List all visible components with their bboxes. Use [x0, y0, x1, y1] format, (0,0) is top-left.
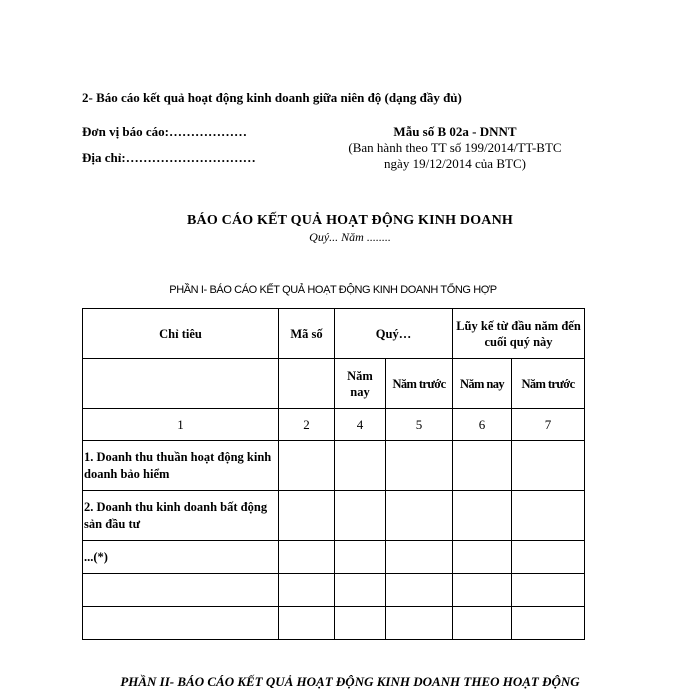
table-cell: [335, 491, 386, 541]
table-cell: [386, 541, 453, 574]
column-number-row: [83, 409, 585, 441]
report-title: BÁO CÁO KẾT QUẢ HOẠT ĐỘNG KINH DOANH: [187, 213, 513, 228]
header-this-year: Năm nay: [335, 359, 386, 409]
table-cell: [453, 574, 512, 607]
row-label: ...(*): [83, 541, 279, 574]
form-info: [330, 124, 580, 172]
table-row: [83, 607, 585, 640]
table-cell: [386, 491, 453, 541]
report-title-block: [100, 213, 600, 245]
table-cell: [453, 541, 512, 574]
column-number: 2: [279, 409, 335, 441]
table-cell: [279, 441, 335, 491]
section-heading: 2- Báo cáo kết quả hoạt động kinh doanh giữa niên độ (dạng đầy đủ): [82, 90, 462, 105]
part1-title: PHẦN I- BÁO CÁO KẾT QUẢ HOẠT ĐỘNG KINH DOANH TỔNG HỢP: [169, 284, 497, 296]
row-label: 2. Doanh thu kinh doanh bất động sản đầu tư: [83, 491, 279, 541]
table-cell: [386, 441, 453, 491]
row-label: [83, 574, 279, 607]
table-row: [83, 574, 585, 607]
header-last-year: Năm trước: [386, 359, 453, 409]
table-cell: [512, 574, 585, 607]
column-number: 5: [386, 409, 453, 441]
report-table: [82, 308, 585, 640]
form-issued-date: ngày 19/12/2014 của BTC): [384, 156, 526, 171]
header-cumulative: Lũy kế từ đầu năm đến cuối quý này: [453, 309, 585, 359]
part2-title: PHẦN II- BÁO CÁO KẾT QUẢ HOẠT ĐỘNG KINH DOANH THEO HOẠT ĐỘNG: [120, 674, 580, 689]
header-indicator: Chỉ tiêu: [83, 309, 279, 359]
column-number: 6: [453, 409, 512, 441]
table-row: [83, 441, 585, 491]
table-row: [83, 541, 585, 574]
header-cum-this-year: Năm nay: [453, 359, 512, 409]
table-cell: [335, 441, 386, 491]
form-issued-by: (Ban hành theo TT số 199/2014/TT-BTC: [348, 140, 562, 155]
table-header-row: [83, 309, 585, 359]
row-label: [83, 607, 279, 640]
table-cell: [512, 491, 585, 541]
table-subheader-row: [83, 359, 585, 409]
table-cell: [453, 441, 512, 491]
table-cell: [279, 607, 335, 640]
column-number: 1: [83, 409, 279, 441]
table-cell: [386, 574, 453, 607]
table-cell: [512, 441, 585, 491]
table-cell: [335, 541, 386, 574]
table-cell: [453, 491, 512, 541]
table-cell: [279, 541, 335, 574]
header-cum-last-year: Năm trước: [512, 359, 585, 409]
header-code: Mã số: [279, 309, 335, 359]
table-cell: [386, 607, 453, 640]
table-cell: [453, 607, 512, 640]
column-number: 4: [335, 409, 386, 441]
table-cell: [335, 607, 386, 640]
table-row: [83, 491, 585, 541]
column-number: 7: [512, 409, 585, 441]
reporting-unit-field: Đơn vị báo cáo:………………: [82, 124, 248, 139]
table-cell: [279, 491, 335, 541]
address-field: Địa chỉ:…………………………: [82, 150, 256, 165]
header-quarter: Quý…: [335, 309, 453, 359]
table-cell: [279, 574, 335, 607]
report-period: Quý... Năm ........: [309, 230, 391, 244]
subheader-empty: [83, 359, 279, 409]
row-label: 1. Doanh thu thuần hoạt động kinh doanh bảo hiểm: [83, 441, 279, 491]
table-cell: [512, 607, 585, 640]
table-cell: [335, 574, 386, 607]
table-cell: [512, 541, 585, 574]
form-number: Mẫu số B 02a - DNNT: [393, 124, 517, 139]
subheader-empty: [279, 359, 335, 409]
